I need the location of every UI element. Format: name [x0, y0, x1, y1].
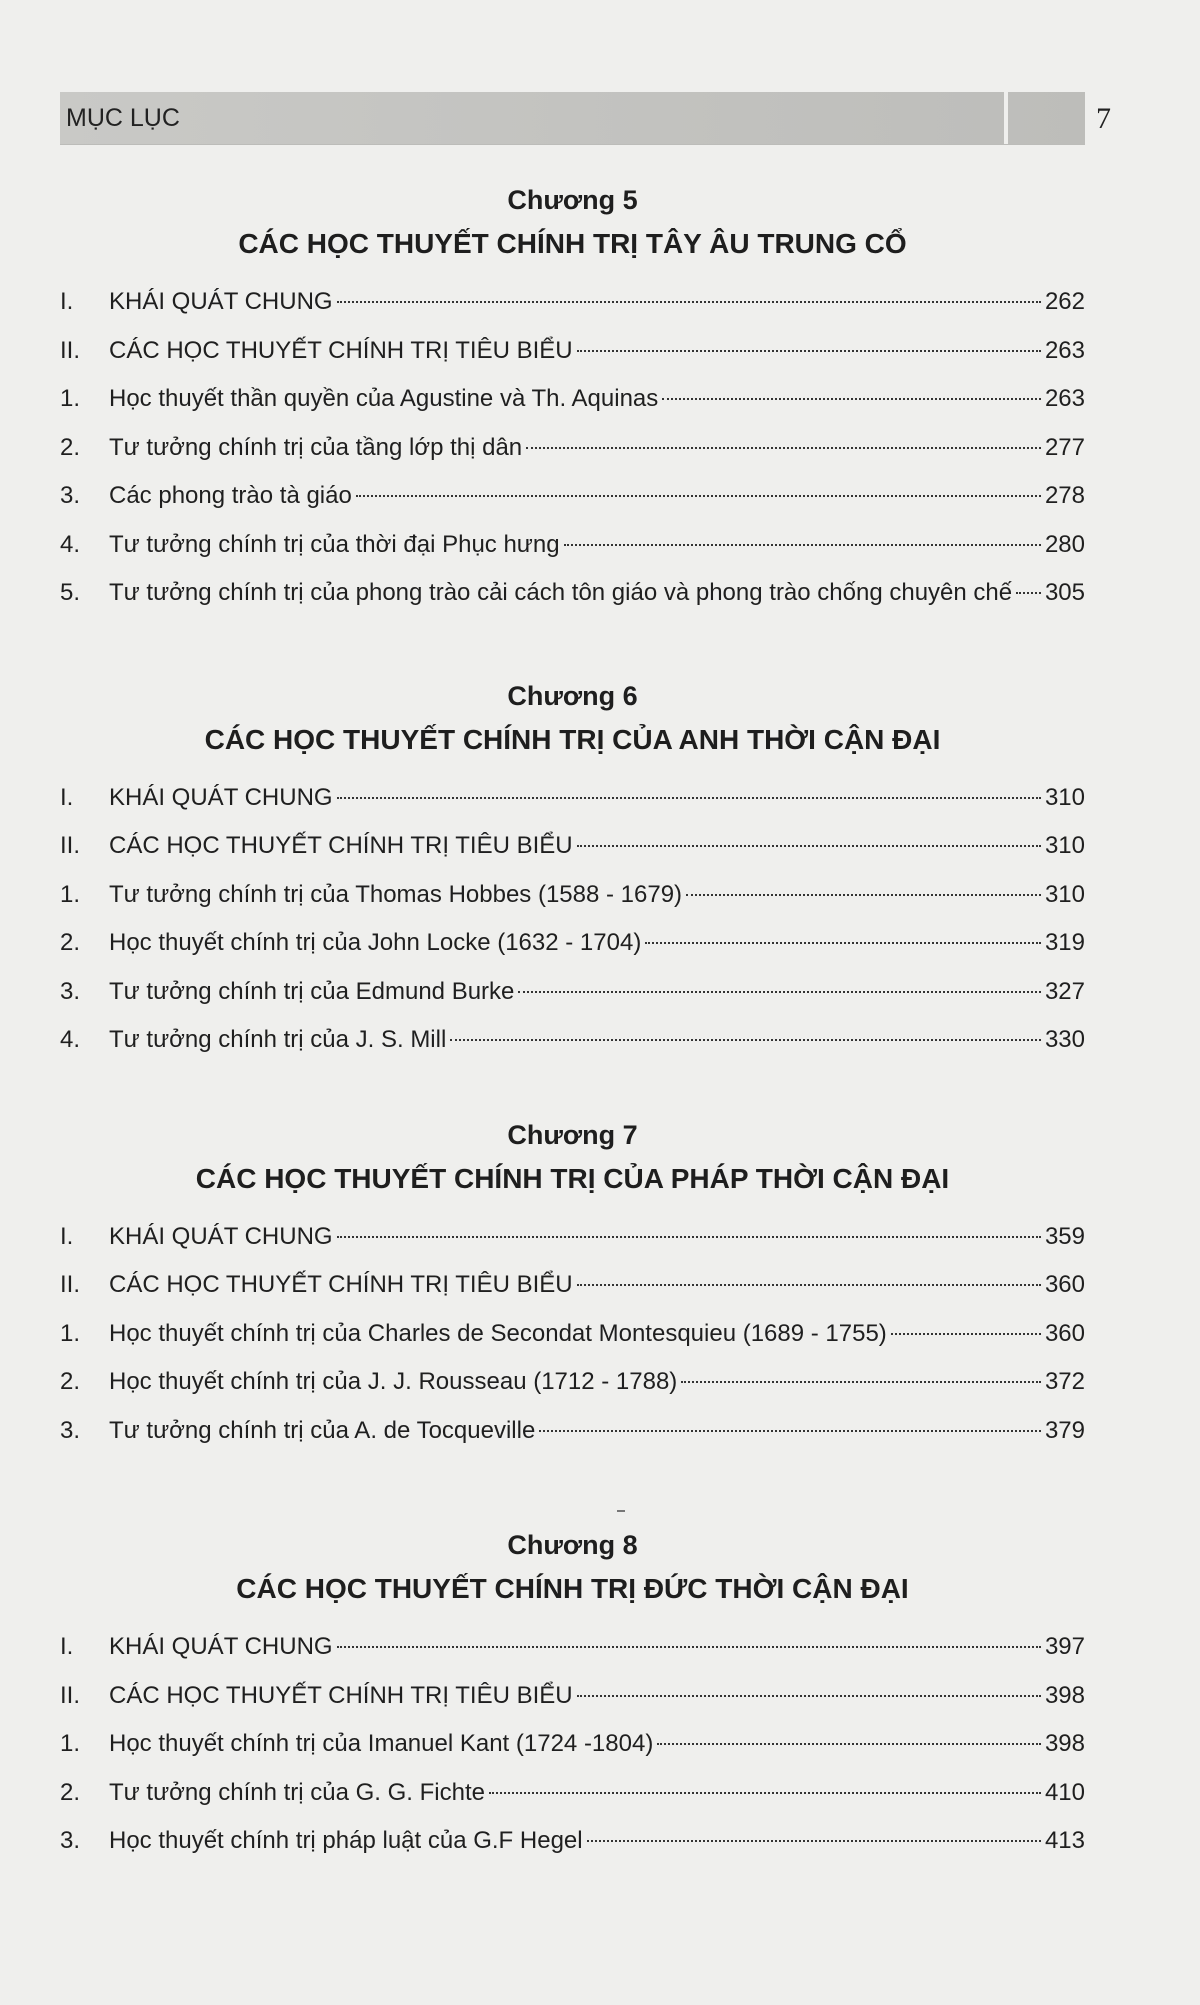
- entry-page: 360: [1044, 1271, 1085, 1298]
- chapter-title: CÁC HỌC THUYẾT CHÍNH TRỊ CỦA PHÁP THỜI CẬN ĐẠI: [195, 1162, 950, 1194]
- dot-leader: [686, 894, 1041, 896]
- entry-page: 410: [1044, 1778, 1085, 1806]
- print-mark: [617, 1510, 625, 1512]
- toc-entry[interactable]: [60, 1213, 1085, 1262]
- entry-title: Tư tưởng chính trị của phong trào cải cách tôn giáo và phong trào chống chuyên chế: [109, 579, 1013, 606]
- chapter-entries: [60, 1213, 1085, 1456]
- entry-title: Tư tưởng chính trị của J. S. Mill: [109, 1026, 447, 1053]
- entry-number: II.: [60, 832, 81, 859]
- entry-page: 319: [1044, 929, 1085, 956]
- entry-number: 1.: [60, 1319, 81, 1347]
- toc-entry[interactable]: [60, 919, 1085, 968]
- dot-leader: [337, 1236, 1041, 1238]
- chapter-label: Chương 8: [507, 1530, 638, 1560]
- toc-entry[interactable]: [60, 1817, 1085, 1866]
- entry-number: 4.: [60, 1026, 81, 1053]
- dot-leader: [526, 447, 1041, 449]
- dot-leader: [891, 1333, 1041, 1335]
- chapter-title: CÁC HỌC THUYẾT CHÍNH TRỊ CỦA ANH THỜI CẬN ĐẠI: [204, 723, 941, 755]
- entry-title: Học thuyết chính trị của J. J. Rousseau (1712 - 1788): [109, 1368, 678, 1395]
- dot-leader: [450, 1039, 1041, 1041]
- entry-page: 280: [1044, 530, 1085, 558]
- entry-page: 310: [1044, 832, 1085, 859]
- dot-leader: [577, 350, 1041, 352]
- entry-title: KHÁI QUÁT CHUNG: [109, 1222, 333, 1250]
- header-title: MỤC LỤC: [66, 104, 180, 132]
- toc-entry[interactable]: [60, 569, 1085, 618]
- dot-leader: [577, 1284, 1041, 1286]
- toc-entry[interactable]: [60, 1407, 1085, 1456]
- entry-title: Học thuyết thần quyền của Agustine và Th. Aquinas: [109, 385, 659, 412]
- entry-number: II.: [60, 1681, 81, 1709]
- entry-number: 2.: [60, 1778, 81, 1806]
- table-of-contents: [60, 180, 1085, 1866]
- chapter-label: Chương 6: [507, 680, 638, 711]
- entry-number: I.: [60, 783, 74, 811]
- entry-number: I.: [60, 288, 74, 315]
- dot-leader: [681, 1381, 1041, 1383]
- entry-number: 3.: [60, 977, 81, 1005]
- dot-leader: [662, 398, 1041, 400]
- entry-page: 398: [1044, 1730, 1085, 1757]
- entry-title: CÁC HỌC THUYẾT CHÍNH TRỊ TIÊU BIỂU: [109, 832, 573, 859]
- dot-leader: [337, 797, 1041, 799]
- toc-entry[interactable]: [60, 1310, 1085, 1359]
- chapter-entries: [60, 774, 1085, 1065]
- toc-entry[interactable]: [60, 822, 1085, 871]
- toc-entry[interactable]: [60, 375, 1085, 424]
- toc-entry[interactable]: [60, 521, 1085, 570]
- entry-page: 305: [1044, 579, 1085, 606]
- toc-entry[interactable]: [60, 1720, 1085, 1769]
- entry-title: Tư tưởng chính trị của A. de Tocqueville: [109, 1416, 536, 1444]
- chapter-title: CÁC HỌC THUYẾT CHÍNH TRỊ ĐỨC THỜI CẬN ĐẠI: [236, 1573, 909, 1604]
- entry-page: 327: [1044, 977, 1085, 1005]
- entry-number: 2.: [60, 433, 81, 461]
- entry-number: I.: [60, 1633, 74, 1660]
- dot-leader: [1016, 592, 1041, 594]
- chapter-entries: [60, 1623, 1085, 1866]
- dot-leader: [657, 1743, 1041, 1745]
- entry-title: KHÁI QUÁT CHUNG: [109, 288, 333, 315]
- entry-page: 330: [1044, 1026, 1085, 1053]
- entry-number: 3.: [60, 482, 81, 509]
- entry-title: Tư tưởng chính trị của thời đại Phục hưng: [109, 530, 560, 558]
- page-number: 7: [1096, 102, 1111, 135]
- entry-page: 263: [1044, 385, 1085, 412]
- entry-page: 397: [1044, 1633, 1085, 1660]
- page-header: [60, 92, 1111, 144]
- entry-number: 3.: [60, 1827, 81, 1854]
- entry-page: 413: [1044, 1827, 1085, 1854]
- entry-number: 5.: [60, 579, 81, 606]
- dot-leader: [518, 991, 1041, 993]
- dot-leader: [337, 1646, 1041, 1648]
- dot-leader: [539, 1430, 1041, 1432]
- toc-entry[interactable]: [60, 472, 1085, 521]
- chapter-6: [60, 676, 1085, 1065]
- dot-leader: [564, 544, 1041, 546]
- entry-title: Học thuyết chính trị của Imanuel Kant (1724 -1804): [109, 1730, 654, 1757]
- entry-page: 379: [1044, 1416, 1085, 1444]
- entry-number: 1.: [60, 1730, 81, 1757]
- entry-title: Các phong trào tà giáo: [109, 482, 352, 509]
- chapter-label: Chương 7: [507, 1119, 638, 1150]
- entry-title: KHÁI QUÁT CHUNG: [109, 1633, 333, 1660]
- chapter-label: Chương 5: [507, 185, 638, 215]
- entry-number: 1.: [60, 385, 81, 412]
- chapter-entries: [60, 278, 1085, 618]
- entry-page: 278: [1044, 482, 1085, 509]
- entry-title: Tư tưởng chính trị của Edmund Burke: [109, 977, 515, 1005]
- entry-page: 310: [1044, 880, 1085, 908]
- entry-title: Học thuyết chính trị pháp luật của G.F Hegel: [109, 1827, 583, 1854]
- entry-number: 4.: [60, 530, 81, 558]
- entry-page: 359: [1044, 1222, 1085, 1250]
- entry-title: CÁC HỌC THUYẾT CHÍNH TRỊ TIÊU BIỂU: [109, 336, 573, 364]
- toc-entry[interactable]: [60, 1672, 1085, 1721]
- chapter-8: [60, 1525, 1085, 1866]
- dot-leader: [489, 1792, 1041, 1794]
- toc-entry[interactable]: [60, 1016, 1085, 1065]
- dot-leader: [577, 1695, 1041, 1697]
- toc-entry[interactable]: [60, 1623, 1085, 1672]
- entry-number: 1.: [60, 880, 81, 908]
- entry-page: 372: [1044, 1368, 1085, 1395]
- toc-entry[interactable]: [60, 968, 1085, 1017]
- entry-page: 398: [1044, 1681, 1085, 1709]
- entry-number: 2.: [60, 929, 81, 956]
- entry-page: 360: [1044, 1319, 1085, 1347]
- entry-title: CÁC HỌC THUYẾT CHÍNH TRỊ TIÊU BIỂU: [109, 1271, 573, 1298]
- entry-title: Học thuyết chính trị của John Locke (1632 - 1704): [109, 929, 642, 956]
- chapter-5: [60, 180, 1085, 618]
- entry-number: 3.: [60, 1416, 81, 1444]
- toc-entry[interactable]: [60, 278, 1085, 327]
- entry-page: 277: [1044, 433, 1085, 461]
- entry-number: II.: [60, 336, 81, 364]
- toc-entry[interactable]: [60, 871, 1085, 920]
- entry-title: KHÁI QUÁT CHUNG: [109, 783, 333, 811]
- dot-leader: [645, 942, 1041, 944]
- entry-page: 262: [1044, 288, 1085, 315]
- toc-entry[interactable]: [60, 327, 1085, 376]
- toc-entry[interactable]: [60, 774, 1085, 823]
- dot-leader: [577, 845, 1041, 847]
- entry-title: Tư tưởng chính trị của Thomas Hobbes (1588 - 1679): [109, 880, 683, 908]
- entry-number: II.: [60, 1271, 81, 1298]
- entry-number: 2.: [60, 1368, 81, 1395]
- entry-title: Tư tưởng chính trị của tầng lớp thị dân: [109, 433, 523, 461]
- dot-leader: [356, 495, 1041, 497]
- chapter-title: CÁC HỌC THUYẾT CHÍNH TRỊ TÂY ÂU TRUNG CỔ: [238, 228, 907, 259]
- chapter-7: [60, 1115, 1085, 1456]
- toc-entry[interactable]: [60, 1769, 1085, 1818]
- header-divider: [1004, 92, 1008, 144]
- entry-title: CÁC HỌC THUYẾT CHÍNH TRỊ TIÊU BIỂU: [109, 1681, 573, 1709]
- entry-title: Học thuyết chính trị của Charles de Secondat Montesquieu (1689 - 1755): [109, 1319, 887, 1347]
- toc-entry[interactable]: [60, 424, 1085, 473]
- entry-title: Tư tưởng chính trị của G. G. Fichte: [109, 1778, 485, 1806]
- entry-number: I.: [60, 1222, 74, 1250]
- dot-leader: [587, 1840, 1041, 1842]
- toc-entry[interactable]: [60, 1358, 1085, 1407]
- toc-entry[interactable]: [60, 1261, 1085, 1310]
- entry-page: 263: [1044, 336, 1085, 364]
- dot-leader: [337, 301, 1041, 303]
- entry-page: 310: [1044, 783, 1085, 811]
